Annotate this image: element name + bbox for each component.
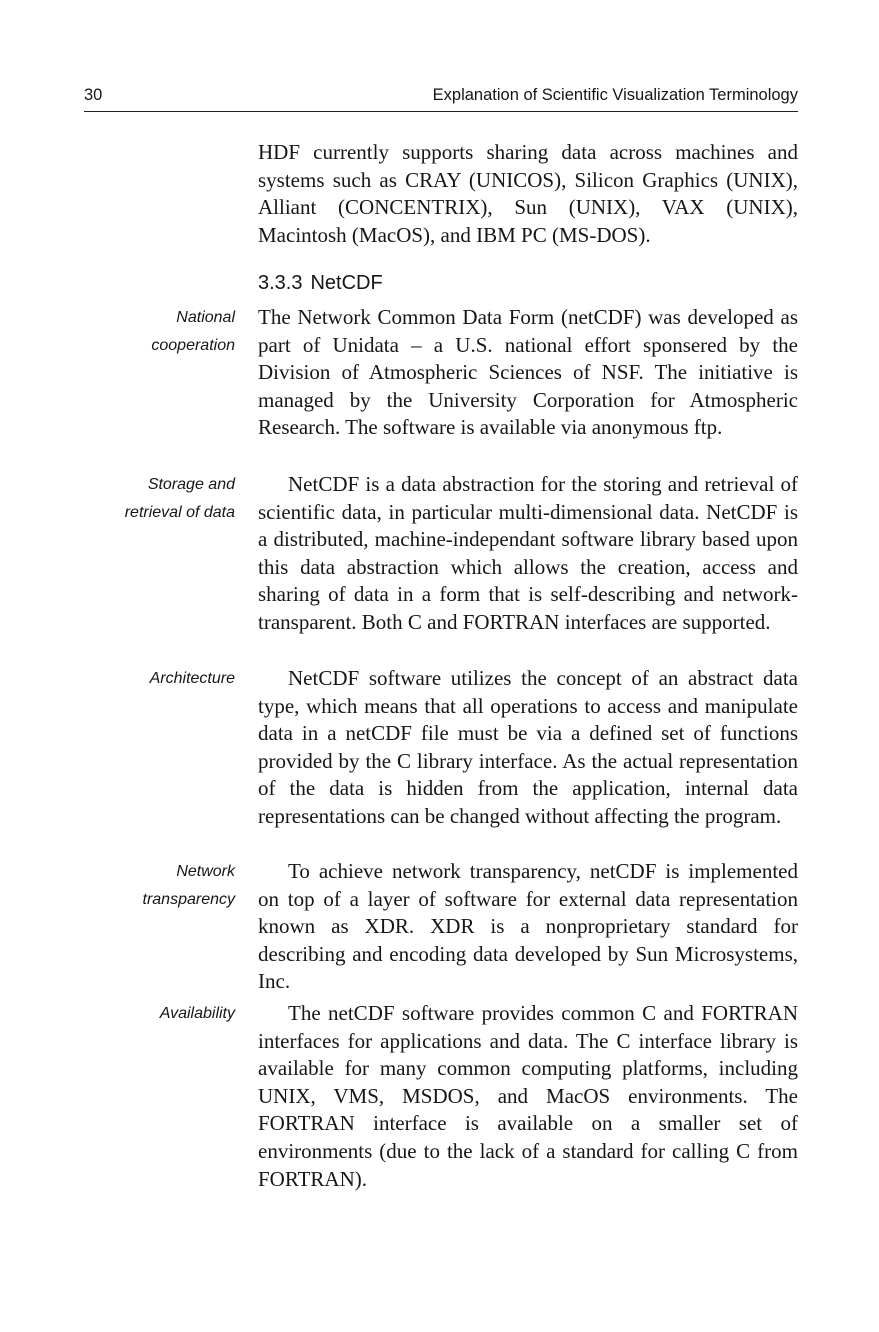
margin-note-storage-retrieval bbox=[85, 471, 235, 526]
margin-note-line: transparency bbox=[142, 890, 235, 908]
margin-note-network-transparency bbox=[85, 858, 235, 913]
margin-note-line: National bbox=[176, 309, 235, 326]
margin-note-line: Architecture bbox=[149, 670, 235, 687]
section-heading bbox=[258, 269, 383, 297]
paragraph-availability: The netCDF software provides common C and FORTRAN interfaces for applications and data. The C interface library is available for many common computing platforms, including UNIX, VMS, MSDOS, and MacOS environments. The FORTRAN interface is available on a smaller set of environments (due to the lack of a standard for calling C from FORTRAN). bbox=[258, 1001, 798, 1191]
running-title: Explanation of Scientific Visualization Terminology bbox=[432, 86, 798, 104]
margin-note-availability bbox=[85, 1000, 235, 1028]
page-number: 30 bbox=[84, 86, 103, 104]
margin-note-line: Network bbox=[176, 863, 235, 880]
page-header bbox=[84, 84, 798, 112]
header-rule bbox=[84, 111, 798, 112]
paragraph-architecture: NetCDF software utilizes the concept of an abstract data type, which means that all operations to access and manipulate data in a netCDF file must be via a defined set of functions provided by the C library interface. As the actual representation of the data is hidden from the application, internal data representations can be changed without affecting the program. bbox=[258, 666, 798, 828]
margin-note-line: retrieval of data bbox=[124, 503, 235, 521]
margin-note-national-cooperation bbox=[85, 304, 235, 359]
paragraph-network-transparency: To achieve network transparency, netCDF is implemented on top of a layer of software for external data representation known as XDR. XDR is a nonproprietary standard for describing and encoding data developed by Sun Microsystems, Inc. bbox=[258, 859, 798, 994]
margin-note-architecture bbox=[85, 665, 235, 693]
section-title: NetCDF bbox=[310, 272, 383, 294]
intro-paragraph: HDF currently supports sharing data across machines and systems such as CRAY (UNICOS), Silicon Graphics (UNIX), Alliant (CONCENTRIX), Sun (UNIX), VAX (UNIX), Macintosh (MacOS), and IBM PC (MS-DOS). bbox=[258, 140, 798, 247]
margin-note-line: cooperation bbox=[151, 336, 235, 354]
margin-note-line: Storage and bbox=[147, 476, 235, 493]
margin-note-line: Availability bbox=[159, 1005, 235, 1022]
section-number: 3.3.3 bbox=[258, 272, 303, 294]
paragraph-national-cooperation: The Network Common Data Form (netCDF) was developed as part of Unidata – a U.S. national effort sponsered by the Division of Atmospheric Sciences of NSF. The initiative is managed by the University Corporation for Atmospheric Research. The software is available via anonymous ftp. bbox=[258, 305, 798, 440]
paragraph-storage-retrieval: NetCDF is a data abstraction for the storing and retrieval of scientific data, in particular multi-dimensional data. NetCDF is a distributed, machine-independant software library based upon this data abstraction which allows the creation, access and sharing of data in a form that is self-describing and network-transparent. Both C and FORTRAN interfaces are supported. bbox=[258, 472, 798, 634]
